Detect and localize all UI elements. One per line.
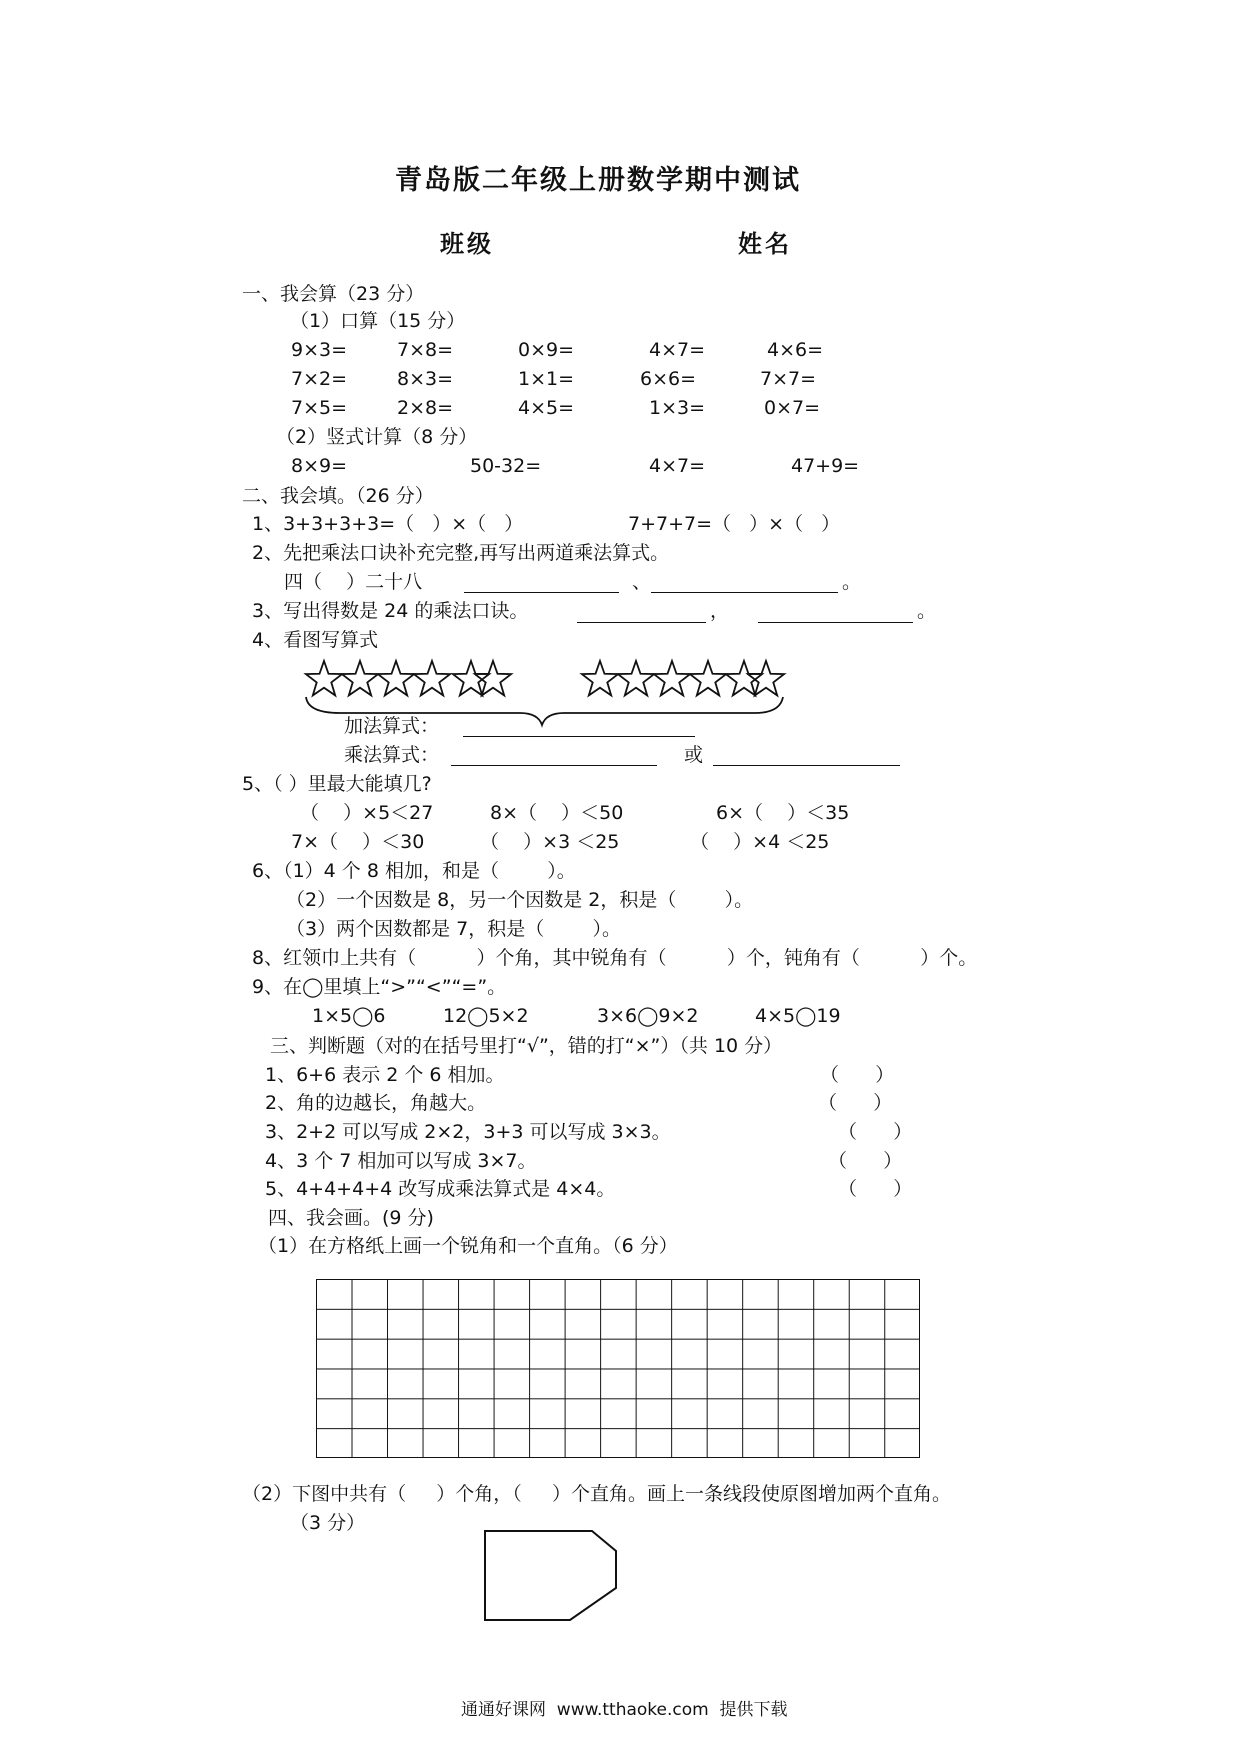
answer-line[interactable] — [758, 622, 913, 623]
star-icon — [654, 661, 690, 695]
fill-q2-chant: 四（ ）二十八 — [284, 571, 423, 593]
inequality: （ ）×3 ＜25 — [480, 831, 620, 853]
separator: ， — [710, 600, 730, 622]
section-2-heading: 二、我会填。（26 分） — [242, 485, 434, 507]
vertical-problem: 47+9= — [791, 455, 860, 477]
judge-bracket[interactable]: （ ） — [820, 1064, 895, 1086]
inequality: 8×（ ）＜50 — [490, 802, 624, 824]
oral-problem: 7×7= — [760, 368, 817, 390]
star-icon — [342, 661, 378, 695]
period: 。 — [842, 571, 862, 593]
draw-q1: （1）在方格纸上画一个锐角和一个直角。（6 分） — [258, 1235, 678, 1257]
oral-problem: 7×8= — [397, 339, 454, 361]
judge-item: 3、2+2 可以写成 2×2，3+3 可以写成 3×3。 — [265, 1121, 671, 1143]
fill-q9: 9、在◯里填上“>”“<”“=”。 — [252, 976, 507, 998]
inequality: 7×（ ）＜30 — [291, 831, 425, 853]
answer-line[interactable] — [464, 592, 619, 593]
oral-problem: 0×7= — [764, 397, 821, 419]
judge-bracket[interactable]: （ ） — [828, 1150, 903, 1172]
class-label: 班级 — [440, 230, 494, 258]
compare-item: 1×5◯6 — [312, 1005, 386, 1027]
fill-q1b: 7+7+7=（ ）×（ ） — [628, 513, 841, 535]
inequality: （ ）×5＜27 — [300, 802, 434, 824]
judge-bracket[interactable]: （ ） — [838, 1121, 913, 1143]
vertical-problem: 8×9= — [291, 455, 348, 477]
footer-text: 通通好课网 www.tthaoke.com 提供下载 — [461, 1700, 788, 1720]
compare-item: 3×6◯9×2 — [597, 1005, 699, 1027]
or-label: 或 — [684, 744, 704, 766]
judge-item: 5、4+4+4+4 改写成乘法算式是 4×4。 — [265, 1178, 616, 1200]
answer-line[interactable] — [451, 765, 657, 766]
oral-problem: 9×3= — [291, 339, 348, 361]
inequality: （ ）×4 ＜25 — [690, 831, 830, 853]
oral-problem: 4×7= — [649, 339, 706, 361]
oral-problem: 2×8= — [397, 397, 454, 419]
fill-q6-2: （2）一个因数是 8，另一个因数是 2，积是（ ）。 — [286, 889, 754, 911]
answer-line[interactable] — [577, 622, 706, 623]
star-icon — [618, 661, 654, 695]
section-1-heading: 一、我会算（23 分） — [242, 283, 425, 305]
name-label: 姓名 — [738, 230, 792, 258]
pentagon-figure — [482, 1528, 662, 1628]
star-group-left — [306, 661, 511, 695]
answer-line[interactable] — [651, 592, 838, 593]
grid-paper[interactable] — [316, 1279, 920, 1458]
add-expr-label: 加法算式： — [344, 715, 440, 737]
period: 。 — [917, 600, 937, 622]
fill-q2: 2、先把乘法口诀补充完整,再写出两道乘法算式。 — [252, 542, 670, 564]
answer-line[interactable] — [713, 765, 900, 766]
star-icon — [378, 661, 414, 695]
judge-bracket[interactable]: （ ） — [838, 1178, 913, 1200]
oral-problem: 7×5= — [291, 397, 348, 419]
star-group-right — [582, 661, 784, 695]
star-icon — [690, 661, 726, 695]
fill-q4: 4、看图写算式 — [252, 629, 379, 651]
oral-problem: 4×6= — [767, 339, 824, 361]
answer-line[interactable] — [463, 736, 695, 737]
oral-problem: 0×9= — [518, 339, 575, 361]
oral-problem: 7×2= — [291, 368, 348, 390]
fill-q6-3: （3）两个因数都是 7，积是（ ）。 — [286, 918, 622, 940]
judge-bracket[interactable]: （ ） — [818, 1092, 893, 1114]
page-title: 青岛版二年级上册数学期中测试 — [395, 165, 801, 196]
fill-q3: 3、写出得数是 24 的乘法口诀。 — [252, 600, 529, 622]
star-icon — [582, 661, 618, 695]
mul-expr-label: 乘法算式： — [344, 744, 440, 766]
fill-q5: 5、（ ）里最大能填几? — [242, 773, 432, 795]
fill-q1a: 1、3+3+3+3=（ ）×（ ） — [252, 513, 524, 535]
oral-heading: （1）口算（15 分） — [290, 310, 466, 332]
vertical-problem: 50-32= — [470, 455, 542, 477]
draw-q2: （2）下图中共有（ ）个角，（ ）个直角。画上一条线段使原图增加两个直角。 — [242, 1483, 951, 1505]
oral-problem: 1×3= — [649, 397, 706, 419]
oral-problem: 6×6= — [640, 368, 697, 390]
section-3-heading: 三、判断题（对的在括号里打“√”，错的打“×”）（共 10 分） — [270, 1035, 783, 1057]
oral-problem: 1×1= — [518, 368, 575, 390]
oral-problem: 4×5= — [518, 397, 575, 419]
star-icon — [306, 661, 342, 695]
draw-q2-score: （3 分） — [290, 1512, 366, 1534]
judge-item: 2、角的边越长，角越大。 — [265, 1092, 487, 1114]
inequality: 6×（ ）＜35 — [716, 802, 850, 824]
section-4-heading: 四、我会画。(9 分) — [268, 1207, 434, 1229]
star-icon — [414, 661, 450, 695]
stars-figure — [0, 655, 1240, 735]
fill-q8: 8、红领巾上共有（ ）个角，其中锐角有（ ）个，钝角有（ ）个。 — [252, 947, 978, 969]
separator: 、 — [632, 571, 652, 593]
fill-q6-1: 6、（1）4 个 8 相加，和是（ ）。 — [252, 860, 576, 882]
judge-item: 1、6+6 表示 2 个 6 相加。 — [265, 1064, 505, 1086]
compare-item: 4×5◯19 — [755, 1005, 841, 1027]
oral-problem: 8×3= — [397, 368, 454, 390]
vertical-heading: （2）竖式计算（8 分） — [276, 426, 478, 448]
judge-item: 4、3 个 7 相加可以写成 3×7。 — [265, 1150, 537, 1172]
vertical-problem: 4×7= — [649, 455, 706, 477]
compare-item: 12◯5×2 — [443, 1005, 529, 1027]
